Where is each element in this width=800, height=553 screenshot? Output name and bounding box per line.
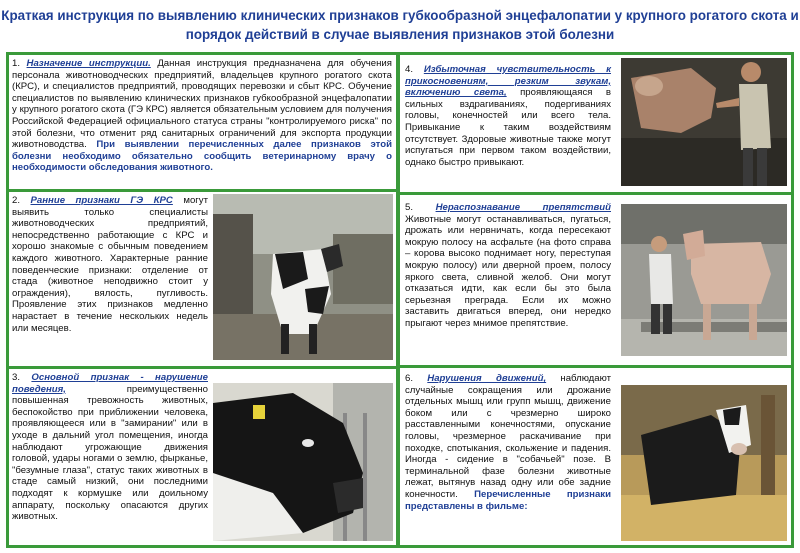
title-line-2: порядок действий в случае выявления признаков этой болезни (185, 27, 615, 42)
section-6-emphasis: Перечисленные признаки представлены в фильме: (405, 488, 611, 512)
section-4 (405, 64, 611, 168)
row-divider-left-2 (6, 366, 398, 369)
page-title (0, 6, 800, 44)
section-1-body: Данная инструкция предназначена для обучения персонала животноводческих предприятий, владельцев крупного рогатого скота (КРС), и специалистов предприятий, проводящих перевозки и сбыт КРС. Обучение специалистов по выявлению клинических признаков губкообразной энцефалопатии у крупного рогатого скота (ГЭ КРС) является обязательным условием для получения Российской Федерацией официального статуса страны "контролируемого риска" по этой болезни, что отменит ряд санитарных ограничений для экспорта продукции животноводства. (12, 58, 392, 151)
section-4-heading: Избыточная чувствительность к прикосновениям, резким звукам, включению света, (405, 64, 611, 99)
section-3-heading: Основной признак - нарушение поведения, (12, 372, 208, 395)
section-1-emphasis: При выявлении перечисленных далее признаков этой болезни необходимо обязательно сообщить ветеринарному врачу о необходимости обследования животного. (12, 139, 392, 174)
section-5-number: 5. (405, 202, 414, 213)
section-2-heading: Ранние признаки ГЭ КРС (30, 195, 173, 206)
photo-vet-touching-cow (621, 58, 787, 186)
section-2 (12, 195, 208, 334)
section-1-number: 1. (12, 58, 21, 69)
section-6-body: наблюдают случайные сокращения или дрожание отдельных мышц или групп мышц, движение боком или с чрезмерно широко расставленными конечностями, опускание головы, чрезмерное раскачивание при походке, спотыкания, скольжение и падения. Иногда - сидение в "собачьей" позе. В терминальной фазе болезни животные лежат, вытянув назад одну или обе задние конечности. (405, 373, 611, 500)
section-6 (405, 373, 611, 512)
section-3 (12, 372, 208, 523)
section-3-body: преимущественно повышенная тревожность животных, беспокойство при приближении человека, проявляющееся или в "замирании" или в уходе в дальний угол помещения, иногда наблюдают угрожающие движения головой, удары ногами о землю, фырканье, "безумные глаза", статус таких животных в стаде самый низкий, они последними подходят к кормушке или доильному аппарату, поскольку опасаются других животных. (12, 383, 208, 523)
title-line-1: Краткая инструкция по выявлению клинических признаков губкообразной энцефалопатии у крупного рогатого скота и (1, 8, 799, 23)
section-1-heading: Назначение инструкции. (26, 58, 151, 69)
section-4-number: 4. (405, 64, 414, 75)
photo-cow-head-closeup (213, 383, 393, 541)
section-6-heading: Нарушения движений, (427, 373, 547, 384)
section-6-number: 6. (405, 373, 414, 384)
section-2-body: могут выявить только специалисты животноводческих предприятий, непосредственно работающие с КРС и хорошо знакомые с обычным поведением каждого животного. Характерные ранние поведенческие признаки: отделение от стада (животное неподвижно стоит у ограждения), вялость, пугливость. Проявление этих признаков медленно нарастает в течение нескольких недель или месяцев. (12, 195, 208, 334)
column-divider (396, 52, 400, 548)
section-5-heading: Нераспознавание препятствий (435, 202, 611, 213)
photo-cow-crossing-strip (621, 204, 787, 356)
photo-cow-at-fence (213, 194, 393, 360)
row-divider-left-1 (6, 189, 398, 192)
section-3-number: 3. (12, 372, 21, 383)
row-divider-right-1 (398, 192, 794, 195)
section-5 (405, 202, 611, 330)
photo-cow-sitting-dog-pose (621, 385, 787, 541)
section-1 (12, 58, 392, 174)
row-divider-right-2 (398, 365, 794, 368)
section-2-number: 2. (12, 195, 21, 206)
section-5-body: Животные могут останавливаться, пугаться, дрожать или нервничать, когда пересекают мокрую полосу на асфальте (на фото справа – корова высоко поднимает ногу, переступая мокрую полосу) или дверной проем, полосу яркого света, сливной желоб. Они могут отказаться идти, как если бы это была серьезная преграда. Если их можно заставить двигаться вперед, они нередко прыгают через мнимое препятствие. (405, 213, 611, 329)
section-4-body: проявляющаяся в сильных вздрагиваниях, подергиваниях головы, конечностей или всего тела. Привыкание к таким воздействиям отсутствует. Здоровые животные также могут испугаться при первом таком воздействии, однако быстро привыкают. (405, 87, 611, 168)
